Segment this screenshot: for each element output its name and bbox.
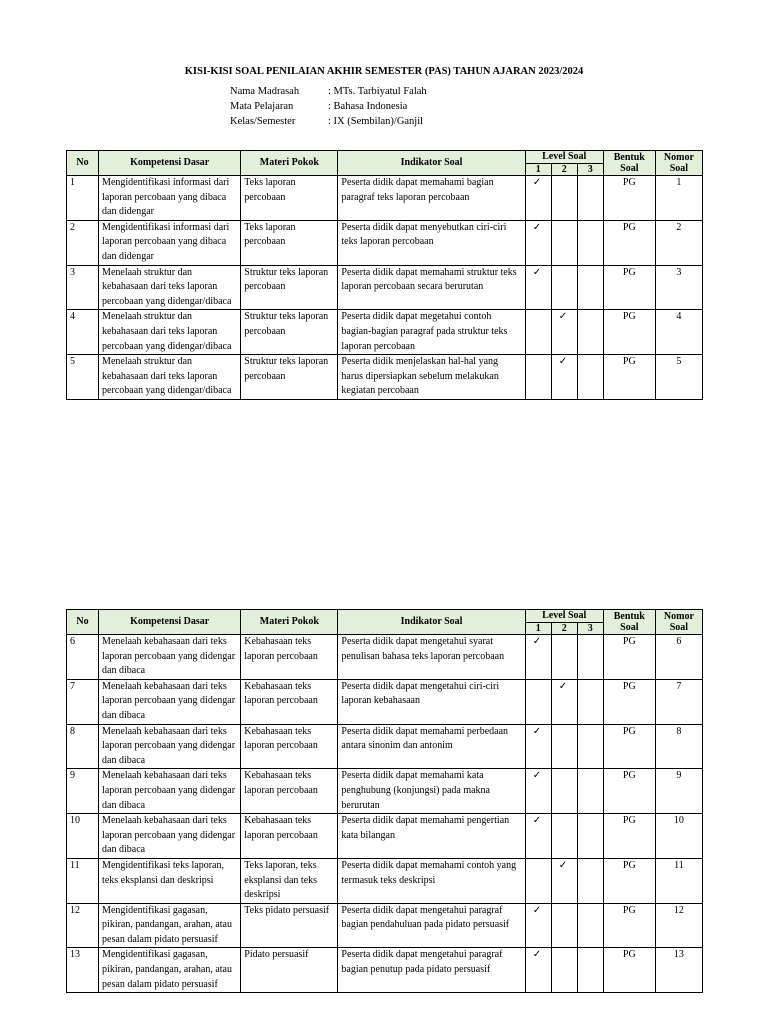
info-label: Mata Pelajaran	[230, 101, 294, 112]
cell-level-3	[577, 220, 603, 265]
header-kompetensi: Kompetensi Dasar	[99, 610, 241, 635]
check-icon: ✓	[532, 636, 542, 647]
check-icon: ✓	[558, 859, 568, 871]
header-level: Level Soal	[525, 151, 603, 164]
cell-kompetensi: Menelaah kebahasaan dari teks laporan percobaan yang didengar dan dibaca	[99, 635, 241, 680]
cell-level-1	[525, 903, 551, 948]
cell-nomor: 6	[655, 635, 702, 680]
cell-kompetensi: Menelaah kebahasaan dari teks laporan percobaan yang didengar dan dibaca	[99, 724, 241, 769]
cell-level-3	[577, 724, 603, 769]
cell-level-2	[551, 679, 577, 724]
cell-level-1	[525, 176, 551, 221]
cell-indikator: Peserta didik dapat menyebutkan ciri-ciri teks laporan percobaan	[338, 220, 525, 265]
table-row	[67, 679, 703, 724]
cell-indikator: Peserta didik dapat megetahui contoh bagian-bagian paragraf pada struktur teks laporan percobaan	[338, 310, 525, 355]
cell-no: 7	[67, 679, 99, 724]
cell-level-3	[577, 903, 603, 948]
cell-bentuk: PG	[603, 769, 655, 814]
header-level-1: 1	[525, 622, 551, 635]
cell-level-1	[525, 724, 551, 769]
cell-materi: Teks laporan percobaan	[241, 176, 338, 221]
header-level-1: 1	[525, 163, 551, 176]
cell-level-3	[577, 310, 603, 355]
cell-nomor: 3	[655, 265, 702, 310]
info-label: Kelas/Semester	[230, 116, 296, 127]
info-row-mapel	[230, 99, 427, 114]
cell-level-3	[577, 355, 603, 400]
cell-nomor: 12	[655, 903, 702, 948]
header-level-3: 3	[577, 163, 603, 176]
header-indikator: Indikator Soal	[338, 610, 525, 635]
cell-level-1	[525, 635, 551, 680]
cell-indikator: Peserta didik dapat mengetahui syarat penulisan bahasa teks laporan percobaan	[338, 635, 525, 680]
cell-level-2	[551, 858, 577, 903]
cell-level-2	[551, 265, 577, 310]
cell-level-2	[551, 814, 577, 859]
cell-level-2	[551, 724, 577, 769]
cell-level-3	[577, 176, 603, 221]
table-row	[67, 948, 703, 993]
cell-materi: Struktur teks laporan percobaan	[241, 355, 338, 400]
cell-no: 12	[67, 903, 99, 948]
cell-materi: Teks pidato persuasif	[241, 903, 338, 948]
header-level-3: 3	[577, 622, 603, 635]
cell-no: 5	[67, 355, 99, 400]
cell-indikator: Peserta didik menjelaskan hal-hal yang harus dipersiapkan sebelum melakukan kegiatan percobaan	[338, 355, 525, 400]
cell-kompetensi: Mengidentifikasi informasi dari laporan percobaan yang dibaca dan didengar	[99, 220, 241, 265]
grid-table-1	[66, 150, 703, 400]
cell-level-1	[525, 679, 551, 724]
cell-no: 10	[67, 814, 99, 859]
table-row	[67, 635, 703, 680]
cell-nomor: 5	[655, 355, 702, 400]
header-nomor: Nomor Soal	[655, 610, 702, 635]
cell-indikator: Peserta didik dapat mengetahui paragraf bagian pendahuluan pada pidato persuasif	[338, 903, 525, 948]
cell-level-1	[525, 769, 551, 814]
cell-kompetensi: Menelaah struktur dan kebahasaan dari teks laporan percobaan yang didengar/dibaca	[99, 355, 241, 400]
cell-level-2	[551, 355, 577, 400]
cell-nomor: 7	[655, 679, 702, 724]
cell-indikator: Peserta didik dapat mengetahui paragraf bagian penutup pada pidato persuasif	[338, 948, 525, 993]
check-icon: ✓	[558, 311, 568, 323]
cell-kompetensi: Menelaah kebahasaan dari teks laporan percobaan yang didengar dan dibaca	[99, 814, 241, 859]
cell-level-2	[551, 220, 577, 265]
cell-bentuk: PG	[603, 858, 655, 903]
table-row	[67, 265, 703, 310]
header-materi: Materi Pokok	[241, 151, 338, 176]
table-row	[67, 310, 703, 355]
check-icon: ✓	[532, 904, 542, 916]
info-block	[230, 84, 427, 129]
check-icon: ✓	[558, 680, 568, 692]
cell-bentuk: PG	[603, 355, 655, 400]
cell-materi: Kebahasaan teks laporan percobaan	[241, 769, 338, 814]
cell-materi: Teks laporan, teks eksplansi dan teks deskripsi	[241, 858, 338, 903]
table-row	[67, 858, 703, 903]
check-icon: ✓	[558, 356, 568, 368]
cell-indikator: Peserta didik dapat memahami struktur teks laporan percobaan secara berurutan	[338, 265, 525, 310]
header-no: No	[67, 610, 99, 635]
cell-bentuk: PG	[603, 176, 655, 221]
cell-no: 8	[67, 724, 99, 769]
table-row	[67, 176, 703, 221]
header-level: Level Soal	[525, 610, 603, 623]
cell-nomor: 11	[655, 858, 702, 903]
cell-level-3	[577, 635, 603, 680]
cell-level-1	[525, 220, 551, 265]
check-icon: ✓	[532, 949, 542, 961]
cell-materi: Kebahasaan teks laporan percobaan	[241, 635, 338, 680]
cell-kompetensi: Menelaah struktur dan kebahasaan dari teks laporan percobaan yang didengar/dibaca	[99, 310, 241, 355]
cell-level-3	[577, 858, 603, 903]
cell-level-1	[525, 265, 551, 310]
header-bentuk: Bentuk Soal	[603, 610, 655, 635]
cell-level-2	[551, 948, 577, 993]
header-indikator: Indikator Soal	[338, 151, 525, 176]
check-icon: ✓	[532, 221, 542, 233]
header-level-2: 2	[551, 163, 577, 176]
cell-level-2	[551, 769, 577, 814]
info-value: : Bahasa Indonesia	[328, 101, 408, 112]
cell-level-2	[551, 176, 577, 221]
cell-kompetensi: Mengidentifikasi teks laporan, teks eksplansi dan deskripsi	[99, 858, 241, 903]
cell-no: 2	[67, 220, 99, 265]
cell-materi: Kebahasaan teks laporan percobaan	[241, 724, 338, 769]
cell-indikator: Peserta didik dapat mengetahui ciri-ciri laporan kebahasaan	[338, 679, 525, 724]
header-no: No	[67, 151, 99, 176]
cell-level-3	[577, 814, 603, 859]
cell-indikator: Peserta didik dapat memahami kata penghubung (konjungsi) pada makna berurutan	[338, 769, 525, 814]
header-kompetensi: Kompetensi Dasar	[99, 151, 241, 176]
header-materi: Materi Pokok	[241, 610, 338, 635]
table-row	[67, 769, 703, 814]
cell-materi: Teks laporan percobaan	[241, 220, 338, 265]
cell-nomor: 8	[655, 724, 702, 769]
cell-materi: Pidato persuasif	[241, 948, 338, 993]
check-icon: ✓	[532, 725, 542, 737]
cell-level-2	[551, 635, 577, 680]
cell-materi: Kebahasaan teks laporan percobaan	[241, 679, 338, 724]
info-row-madrasah	[230, 84, 427, 99]
cell-level-3	[577, 769, 603, 814]
header-bentuk: Bentuk Soal	[603, 151, 655, 176]
cell-nomor: 1	[655, 176, 702, 221]
check-icon: ✓	[532, 266, 542, 278]
cell-no: 6	[67, 635, 99, 680]
cell-no: 1	[67, 176, 99, 221]
cell-level-2	[551, 310, 577, 355]
cell-level-3	[577, 679, 603, 724]
cell-kompetensi: Menelaah struktur dan kebahasaan dari teks laporan percobaan yang didengar/dibaca	[99, 265, 241, 310]
cell-kompetensi: Menelaah kebahasaan dari teks laporan percobaan yang didengar dan dibaca	[99, 769, 241, 814]
cell-kompetensi: Mengidentifikasi gagasan, pikiran, pandangan, arahan, atau pesan dalam pidato persuasif	[99, 903, 241, 948]
document-title: KISI-KISI SOAL PENILAIAN AKHIR SEMESTER (PAS) TAHUN AJARAN 2023/2024	[184, 66, 584, 77]
table-row	[67, 724, 703, 769]
cell-bentuk: PG	[603, 310, 655, 355]
cell-nomor: 13	[655, 948, 702, 993]
check-icon: ✓	[532, 770, 542, 782]
info-value: : IX (Sembilan)/Ganjil	[328, 116, 424, 127]
cell-bentuk: PG	[603, 948, 655, 993]
cell-nomor: 9	[655, 769, 702, 814]
check-icon: ✓	[532, 815, 542, 827]
cell-level-1	[525, 310, 551, 355]
cell-indikator: Peserta didik dapat memahami perbedaan antara sinonim dan antonim	[338, 724, 525, 769]
cell-no: 9	[67, 769, 99, 814]
cell-bentuk: PG	[603, 265, 655, 310]
cell-materi: Struktur teks laporan percobaan	[241, 265, 338, 310]
cell-bentuk: PG	[603, 679, 655, 724]
cell-level-1	[525, 355, 551, 400]
cell-bentuk: PG	[603, 814, 655, 859]
cell-no: 11	[67, 858, 99, 903]
cell-no: 4	[67, 310, 99, 355]
cell-level-3	[577, 265, 603, 310]
cell-indikator: Peserta didik dapat memahami contoh yang termasuk teks deskripsi	[338, 858, 525, 903]
cell-bentuk: PG	[603, 635, 655, 680]
cell-nomor: 10	[655, 814, 702, 859]
cell-bentuk: PG	[603, 724, 655, 769]
table-row	[67, 355, 703, 400]
cell-materi: Kebahasaan teks laporan percobaan	[241, 814, 338, 859]
cell-materi: Struktur teks laporan percobaan	[241, 310, 338, 355]
cell-nomor: 2	[655, 220, 702, 265]
cell-no: 3	[67, 265, 99, 310]
info-label: Nama Madrasah	[230, 86, 300, 97]
info-value: : MTs. Tarbiyatul Falah	[328, 86, 427, 97]
header-level-2: 2	[551, 622, 577, 635]
cell-level-2	[551, 903, 577, 948]
table-row	[67, 903, 703, 948]
cell-bentuk: PG	[603, 903, 655, 948]
cell-kompetensi: Mengidentifikasi informasi dari laporan percobaan yang dibaca dan didengar	[99, 176, 241, 221]
cell-nomor: 4	[655, 310, 702, 355]
cell-indikator: Peserta didik dapat memahami bagian paragraf teks laporan percobaan	[338, 176, 525, 221]
cell-level-1	[525, 948, 551, 993]
cell-level-1	[525, 814, 551, 859]
cell-kompetensi: Menelaah kebahasaan dari teks laporan percobaan yang didengar dan dibaca	[99, 679, 241, 724]
cell-no: 13	[67, 948, 99, 993]
cell-indikator: Peserta didik dapat memahami pengertian kata bilangan	[338, 814, 525, 859]
check-icon: ✓	[532, 177, 542, 188]
table-row	[67, 220, 703, 265]
cell-kompetensi: Mengidentifikasi gagasan, pikiran, pandangan, arahan, atau pesan dalam pidato persuasif	[99, 948, 241, 993]
cell-level-3	[577, 948, 603, 993]
grid-table-2	[66, 609, 703, 993]
table-row	[67, 814, 703, 859]
cell-bentuk: PG	[603, 220, 655, 265]
header-nomor: Nomor Soal	[655, 151, 702, 176]
cell-level-1	[525, 858, 551, 903]
info-row-kelas	[230, 114, 427, 129]
